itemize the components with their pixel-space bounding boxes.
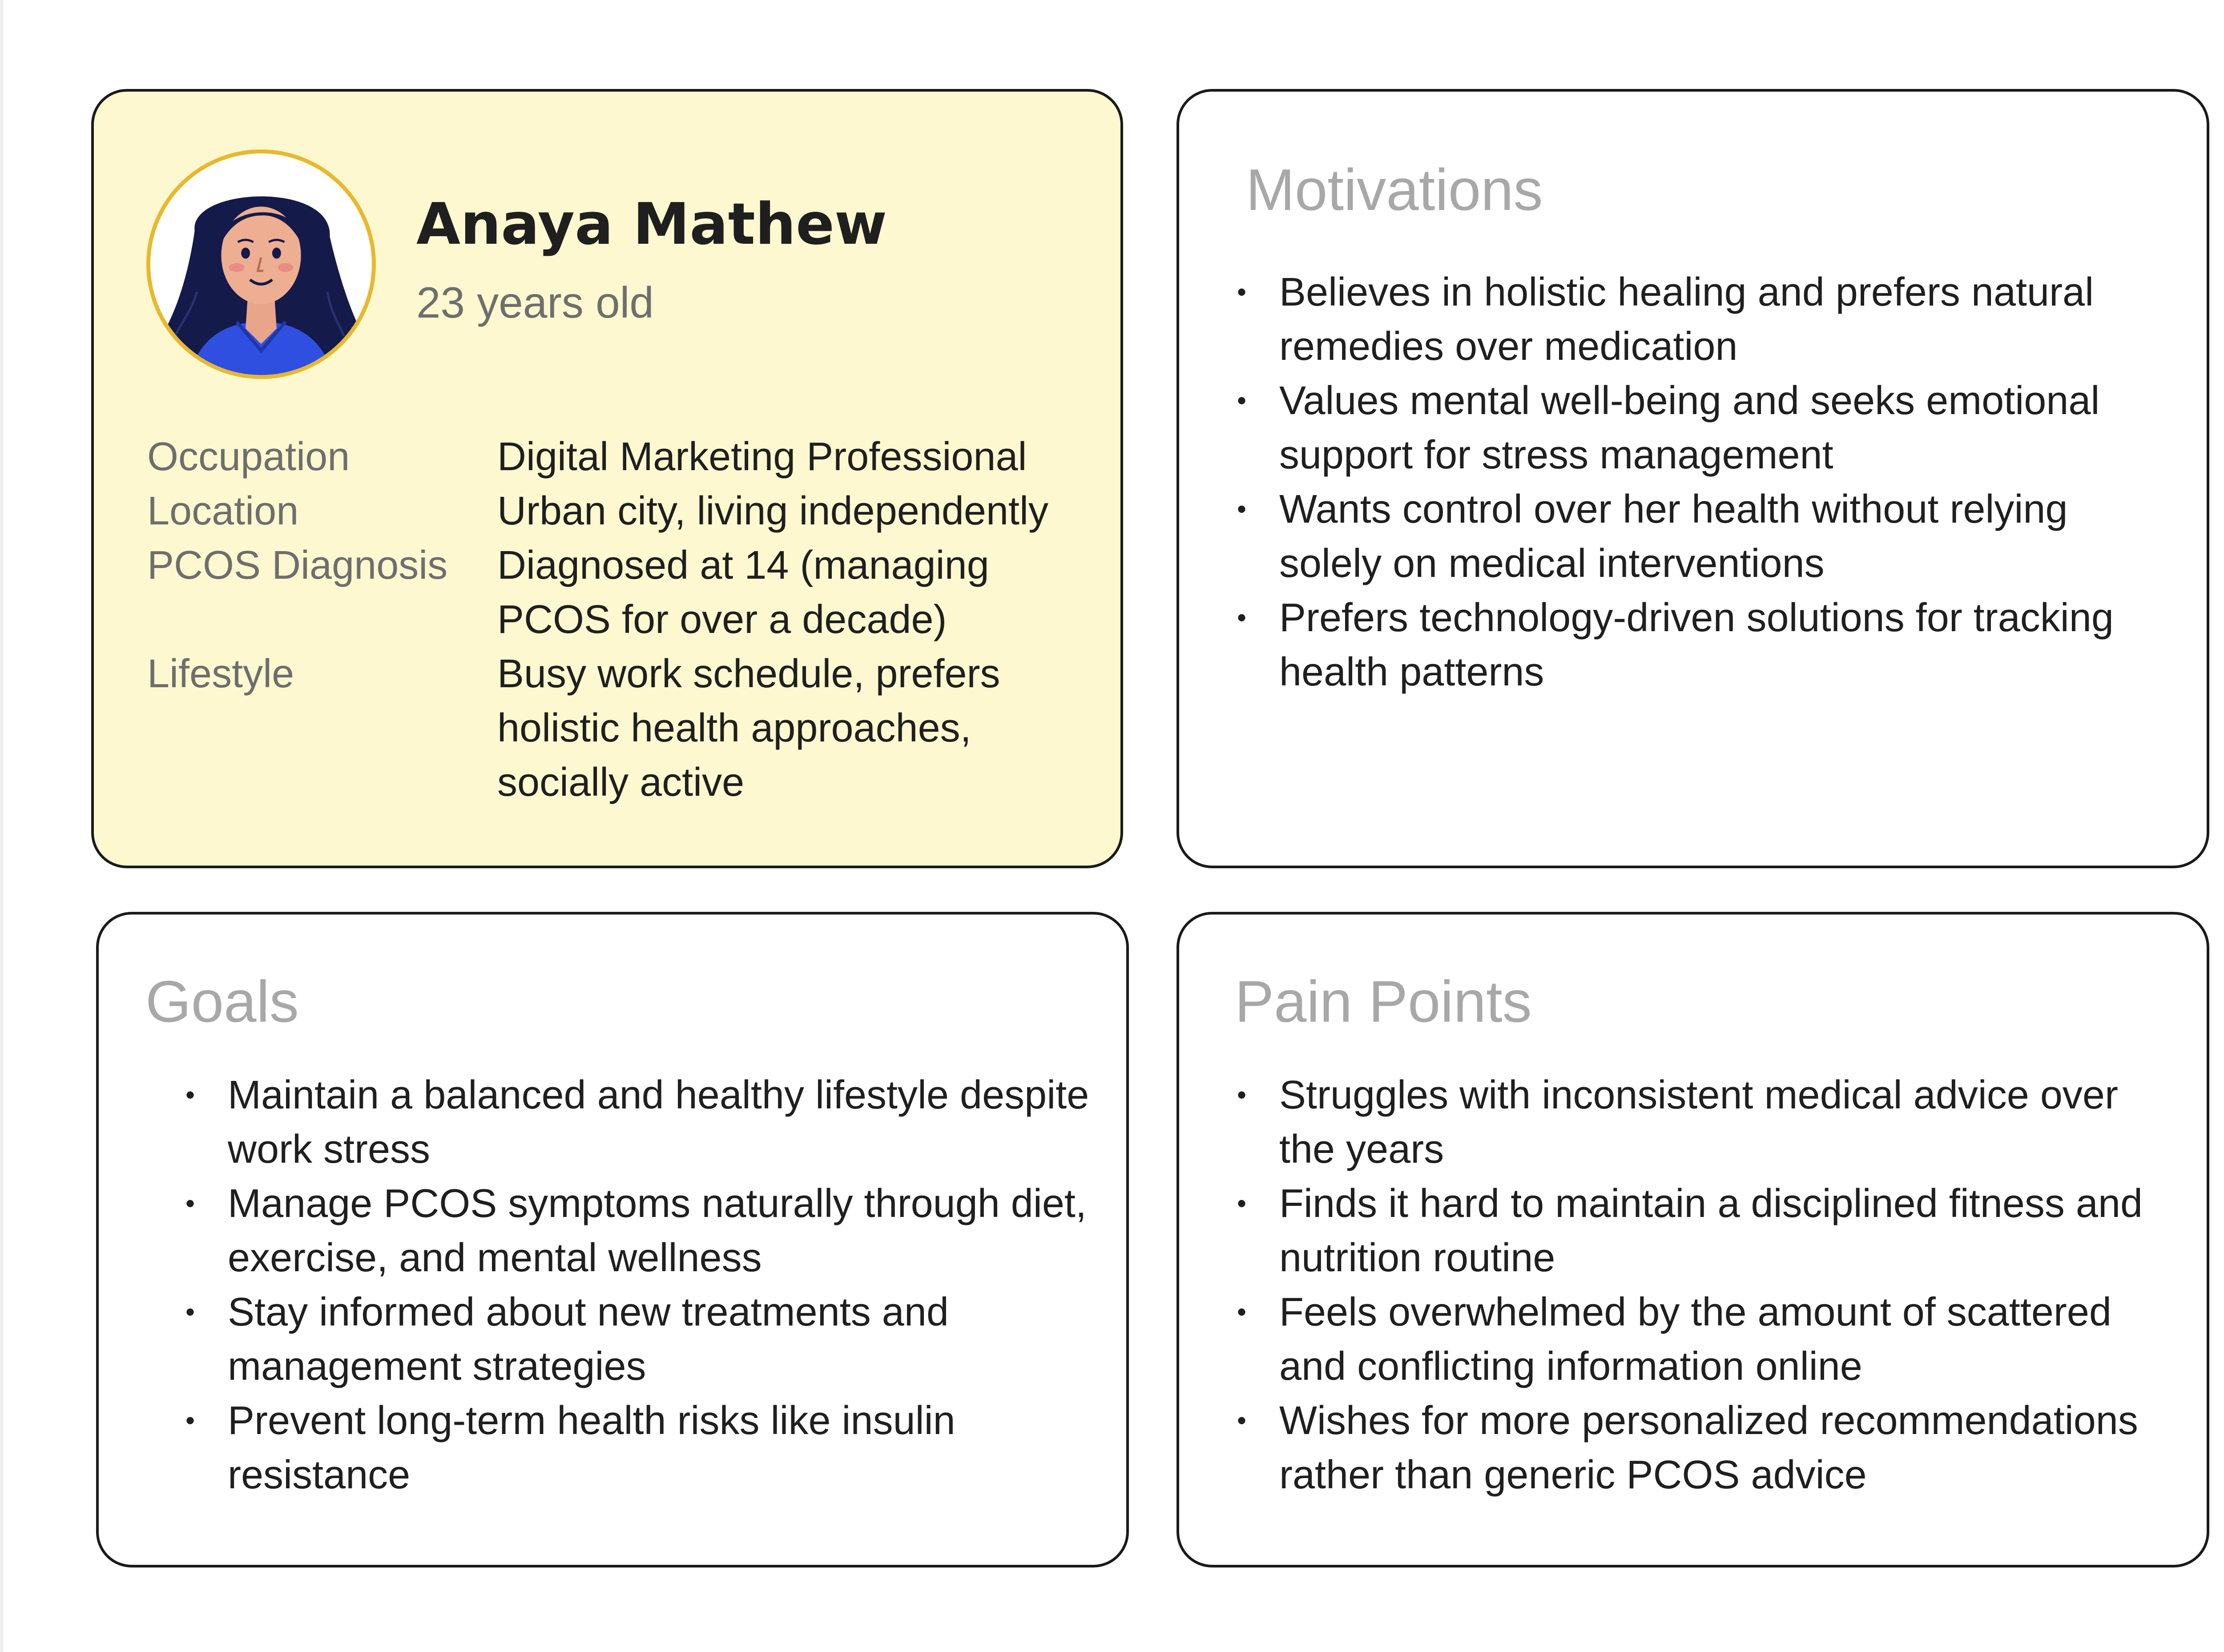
list-item: [1237, 1285, 2176, 1394]
list-item: [1237, 265, 2153, 374]
list-item: [1237, 1394, 2176, 1502]
bullet-icon: •: [1237, 1080, 1247, 1110]
bullet-icon: •: [1237, 494, 1247, 524]
detail-row-location: [147, 484, 1099, 538]
list-item-text: Values mental well-being and seeks emotional support for stress management: [1279, 379, 2100, 477]
list-item-text: Stay informed about new treatments and management strategies: [228, 1290, 949, 1389]
detail-row-pcos-diagnosis: [147, 538, 1099, 647]
detail-value: Digital Marketing Professional: [497, 435, 1027, 479]
goals-card: [96, 912, 1129, 1567]
bullet-icon: •: [185, 1297, 195, 1327]
bullet-icon: •: [1237, 603, 1247, 633]
bullet-icon: •: [1237, 1189, 1247, 1218]
list-item-text: Prevent long-term health risks like insulin resistance: [228, 1398, 955, 1497]
list-item-text: Struggles with inconsistent medical advice over the years: [1279, 1073, 2118, 1172]
list-item: [185, 1285, 1111, 1394]
list-item: [1237, 1068, 2176, 1177]
bullet-icon: •: [1237, 1297, 1247, 1327]
detail-label: Location: [147, 489, 299, 533]
list-item-text: Believes in holistic healing and prefers natural remedies over medication: [1279, 270, 2094, 369]
pain-points-card: [1176, 912, 2209, 1567]
list-item-text: Prefers technology-driven solutions for tracking health patterns: [1279, 596, 2114, 694]
detail-value: Busy work schedule, prefers holistic health approaches, socially active: [497, 652, 1000, 805]
list-item: [1237, 591, 2153, 699]
section-title-motivations: Motivations: [1246, 157, 1543, 222]
list-item: [185, 1068, 1111, 1177]
goals-list: [185, 1068, 1111, 1502]
persona-age: 23 years old: [416, 278, 654, 327]
persona-details: [147, 430, 1099, 810]
woman-avatar-icon: [150, 153, 372, 375]
detail-label: PCOS Diagnosis: [147, 543, 448, 588]
section-title-goals: Goals: [145, 969, 299, 1034]
bullet-icon: •: [1237, 386, 1247, 415]
bullet-icon: •: [1237, 277, 1247, 307]
list-item: [185, 1177, 1111, 1285]
detail-row-lifestyle: [147, 647, 1099, 810]
list-item-text: Wishes for more personalized recommendations rather than generic PCOS advice: [1279, 1398, 2138, 1497]
list-item-text: Manage PCOS symptoms naturally through diet, exercise, and mental wellness: [228, 1181, 1087, 1280]
pain-points-list: [1237, 1068, 2176, 1502]
list-item: [1237, 1177, 2176, 1285]
detail-value: Urban city, living independently: [497, 489, 1049, 533]
list-item-text: Wants control over her health without relying solely on medical interventions: [1279, 487, 2068, 586]
bullet-icon: •: [185, 1080, 195, 1110]
persona-name: Anaya Mathew: [416, 191, 887, 258]
profile-card: [91, 89, 1123, 868]
detail-row-occupation: [147, 430, 1099, 484]
list-item-text: Maintain a balanced and healthy lifestyle despite work stress: [228, 1073, 1089, 1172]
section-title-pain-points: Pain Points: [1235, 969, 1532, 1034]
bullet-icon: •: [1237, 1406, 1247, 1435]
motivations-list: [1237, 265, 2153, 699]
avatar: [146, 149, 376, 379]
bullet-icon: •: [185, 1189, 195, 1218]
detail-label: Lifestyle: [147, 652, 294, 696]
list-item: [1237, 482, 2153, 591]
list-item: [1237, 374, 2153, 482]
list-item-text: Feels overwhelmed by the amount of scattered and conflicting information online: [1279, 1290, 2111, 1389]
detail-label: Occupation: [147, 435, 350, 479]
detail-value: Diagnosed at 14 (managing PCOS for over a decade): [497, 543, 989, 642]
list-item-text: Finds it hard to maintain a disciplined fitness and nutrition routine: [1279, 1181, 2143, 1280]
page-left-edge: [0, 0, 4, 1652]
list-item: [185, 1394, 1111, 1502]
bullet-icon: •: [185, 1406, 195, 1435]
motivations-card: [1176, 89, 2209, 868]
